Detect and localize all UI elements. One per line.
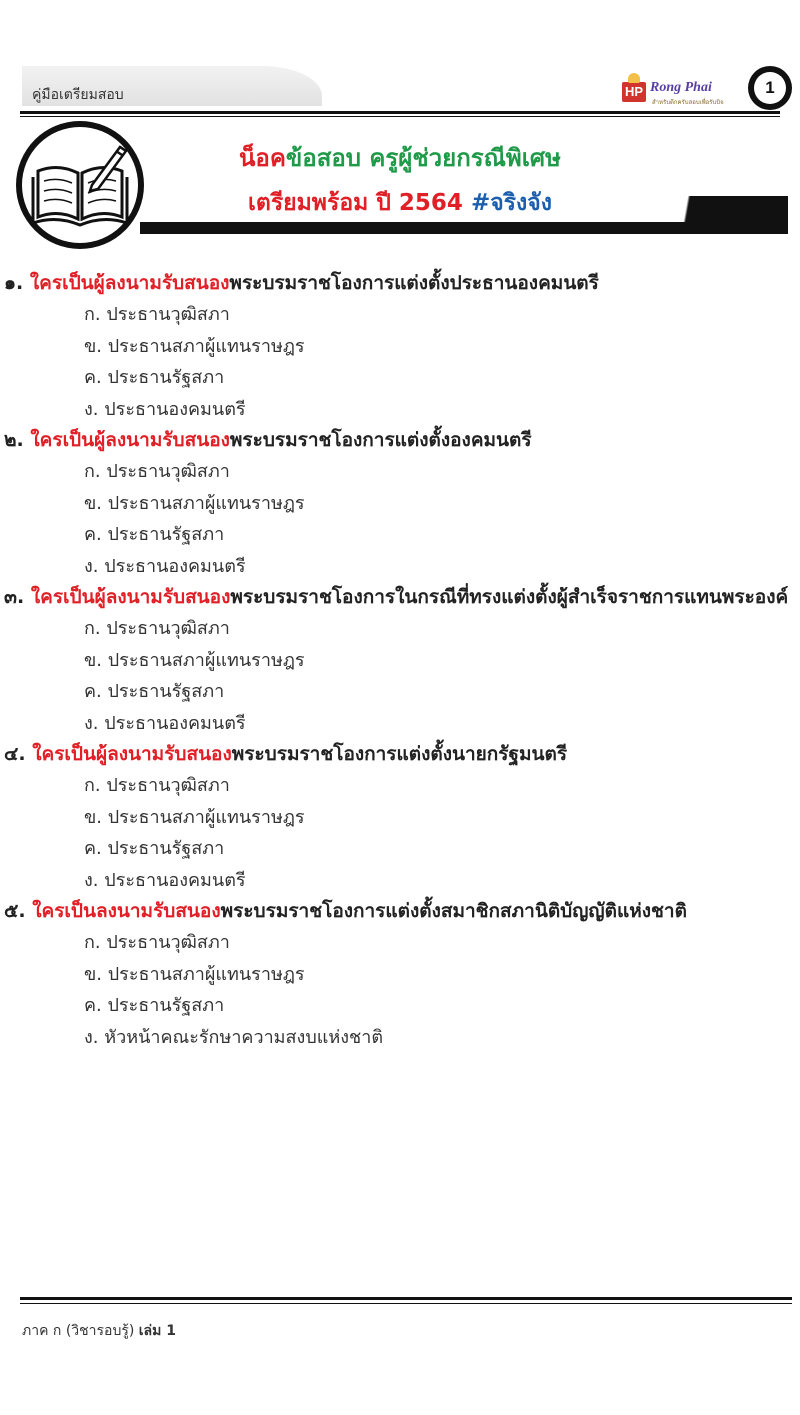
footer-volume: เล่ม 1 [138, 1323, 176, 1339]
question-text [4, 896, 796, 927]
option-a: ก. ประธานวุฒิสภา [84, 932, 230, 953]
option-d: ง. หัวหน้าคณะรักษาความสงบแห่งชาติ [84, 1026, 384, 1048]
page-number: 1 [754, 72, 786, 104]
option-a: ก. ประธานวุฒิสภา [84, 461, 230, 482]
logo-text: Rong Phai [650, 80, 712, 95]
logo-badge: HP [622, 82, 646, 102]
question-number: ๓. [4, 586, 25, 608]
title-exam: ข้อสอบ ครูผู้ช่วยกรณีพิเศษ [285, 144, 561, 172]
question-3 [4, 582, 796, 739]
option-b: ข. ประธานสภาผู้แทนราษฎร [84, 335, 305, 357]
question-rest: พระบรมราชโองการแต่งตั้งสมาชิกสภานิติบัญญัติแห่งชาติ [220, 900, 687, 922]
question-text [4, 582, 796, 613]
option-c: ค. ประธานรัฐสภา [84, 838, 225, 859]
option-d: ง. ประธานองคมนตรี [84, 398, 246, 420]
header-rule [20, 111, 780, 114]
question-rest: พระบรมราชโองการแต่งตั้งนายกรัฐมนตรี [231, 743, 568, 765]
title-hashtag: #จริงจัง [470, 190, 552, 216]
page-title-line2 [0, 185, 800, 221]
title-prepare: เตรียมพร้อม ปี 2564 [248, 190, 471, 216]
footer-rule-thin [20, 1303, 792, 1304]
question-1 [4, 268, 796, 425]
question-text [4, 268, 796, 299]
brand-logo [622, 72, 754, 108]
option-b: ข. ประธานสภาผู้แทนราษฎร [84, 806, 305, 828]
footer-section: ภาค ก (วิชารอบรู้) [22, 1323, 139, 1339]
header-label: คู่มือเตรียมสอบ [32, 87, 124, 103]
question-number: ๑. [4, 272, 24, 294]
option-b: ข. ประธานสภาผู้แทนราษฎร [84, 649, 305, 671]
option-c: ค. ประธานรัฐสภา [84, 367, 225, 388]
question-text [4, 425, 796, 456]
question-number: ๔. [4, 743, 26, 765]
option-a: ก. ประธานวุฒิสภา [84, 618, 230, 639]
question-rest: พระบรมราชโองการแต่งตั้งประธานองคมนตรี [229, 272, 599, 294]
question-2 [4, 425, 796, 582]
option-b: ข. ประธานสภาผู้แทนราษฎร [84, 963, 305, 985]
option-d: ง. ประธานองคมนตรี [84, 712, 246, 734]
option-d: ง. ประธานองคมนตรี [84, 555, 246, 577]
option-d: ง. ประธานองคมนตรี [84, 869, 246, 891]
option-c: ค. ประธานรัฐสภา [84, 995, 225, 1016]
option-a: ก. ประธานวุฒิสภา [84, 304, 230, 325]
question-highlight: ใครเป็นผู้ลงนามรับสนอง [30, 429, 230, 451]
question-5 [4, 896, 796, 1053]
question-highlight: ใครเป็นผู้ลงนามรับสนอง [32, 743, 232, 765]
logo-subtext: สำหรับตีกครับสอบเพื่อรับบิจ [652, 99, 724, 106]
option-c: ค. ประธานรัฐสภา [84, 524, 225, 545]
page-title-line1 [0, 138, 800, 177]
question-4 [4, 739, 796, 896]
question-highlight: ใครเป็นลงนามรับสนอง [32, 900, 221, 922]
question-rest: พระบรมราชโองการแต่งตั้งองคมนตรี [229, 429, 532, 451]
question-text [4, 739, 796, 770]
option-b: ข. ประธานสภาผู้แทนราษฎร [84, 492, 305, 514]
question-list [4, 268, 796, 1053]
question-rest: พระบรมราชโองการในกรณีที่ทรงแต่งตั้งผู้สำเร็จราชการแทนพระองค์ [230, 586, 789, 608]
title-bar [140, 222, 788, 234]
footer-rule [20, 1297, 792, 1300]
option-a: ก. ประธานวุฒิสภา [84, 775, 230, 796]
footer-label [22, 1320, 176, 1342]
header-rule-thin [20, 116, 780, 117]
option-c: ค. ประธานรัฐสภา [84, 681, 225, 702]
question-highlight: ใครเป็นผู้ลงนามรับสนอง [29, 272, 230, 294]
question-number: ๕. [4, 900, 26, 922]
question-highlight: ใครเป็นผู้ลงนามรับสนอง [30, 586, 231, 608]
question-number: ๒. [4, 429, 24, 451]
page-number-badge [748, 66, 792, 110]
title-knock: น็อค [239, 144, 286, 172]
